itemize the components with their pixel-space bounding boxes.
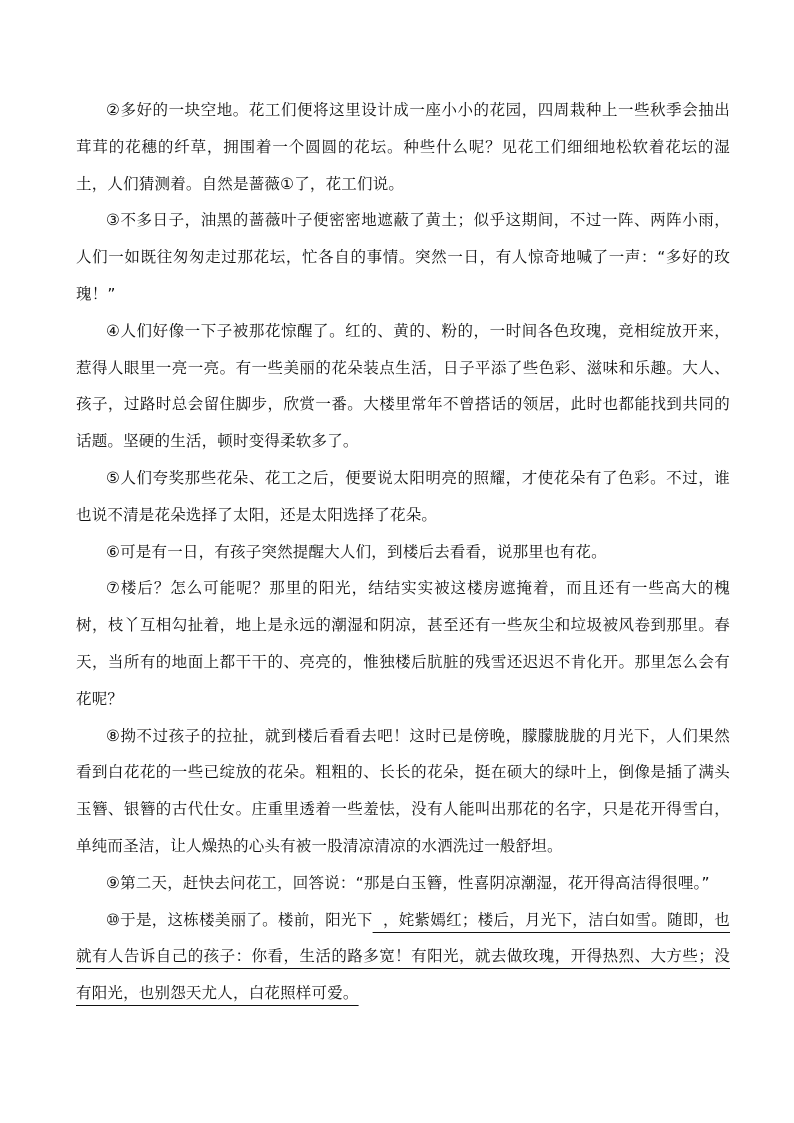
paragraph-number: ② bbox=[106, 101, 121, 119]
paragraph-3 bbox=[76, 202, 730, 312]
paragraph-text: 拗不过孩子的拉扯，就到楼后看看去吧！这时已是傍晚，朦朦胧胧的月光下，人们果然看到白花花的一些已绽放的花朵。粗粗的、长长的花朵，挺在硕大的绿叶上，倒像是插了满头玉簪、银簪的古代仕女。庄重里透着一些羞怯，没有人能叫出那花的名字，只是花开得雪白，单纯而圣洁，让人燥热的心头有被一股清凉清凉的水洒洗过一般舒坦。 bbox=[76, 726, 730, 855]
paragraph-text: 人们夸奖那些花朵、花工之后，便要说太阳明亮的照耀，才使花朵有了色彩。不过，谁也说不清是花朵选择了太阳，还是太阳选择了花朵。 bbox=[76, 468, 730, 524]
paragraph-10 bbox=[76, 902, 730, 1012]
paragraph-number: ⑥ bbox=[106, 542, 121, 561]
paragraph-text: 多好的一块空地。花工们便将这里设计成一座小小的花园，四周栽种上一些秋季会抽出茸茸的花穗的纤草，拥围着一个圆圆的花坛。种些什么呢？见花工们细细地松软着花坛的湿土，人们猜测着。自然是蔷薇①了，花工们说。 bbox=[76, 101, 730, 193]
paragraph-number: ⑦ bbox=[106, 579, 121, 598]
paragraph-text: 于是，这栋楼美丽了。楼前，阳光下 bbox=[120, 910, 373, 929]
paragraph-number: ⑧ bbox=[106, 726, 121, 745]
paragraph-text: 第二天，赶快去问花工，回答说：“那是白玉簪，性喜阴凉潮湿，花开得高洁得很哩。” bbox=[120, 873, 710, 892]
paragraph-5 bbox=[76, 460, 730, 534]
article-body bbox=[76, 92, 730, 1012]
paragraph-text: 可是有一日，有孩子突然提醒大人们，到楼后去看看，说那里也有花。 bbox=[120, 542, 607, 561]
paragraph-number: ⑤ bbox=[106, 468, 121, 487]
paragraph-text: 不多日子，油黑的蔷薇叶子便密密地遮蔽了黄土；似乎这期间，不过一阵、两阵小雨，人们一如既往匆匆走过那花坛，忙各自的事情。突然一日，有人惊奇地喊了一声：“多好的玫瑰！” bbox=[76, 211, 730, 303]
paragraph-text: 楼后？怎么可能呢？那里的阳光，结结实实被这楼房遮掩着，而且还有一些高大的槐树，枝丫互相勾扯着，地上是永远的潮湿和阴凉，甚至还有一些灰尘和垃圾被风卷到那里。春天，当所有的地面上都干干的、亮亮的，惟独楼后肮脏的残雪还迟迟不肯化开。那里怎么会有花呢？ bbox=[76, 579, 730, 708]
paragraph-number: ④ bbox=[106, 321, 121, 340]
paragraph-number: ⑩ bbox=[106, 910, 121, 929]
paragraph-6 bbox=[76, 534, 730, 571]
paragraph-text: 人们好像一下子被那花惊醒了。红的、黄的、粉的，一时间各色玫瑰，竞相绽放开来，惹得人眼里一亮一亮。有一些美丽的花朵装点生活，日子平添了些色彩、滋味和乐趣。大人、孩子，过路时总会留住脚步，欣赏一番。大楼里常年不曾搭话的领居，此时也都能找到共同的话题。坚硬的生活，顿时变得柔软多了。 bbox=[76, 321, 730, 451]
paragraph-4 bbox=[76, 313, 730, 460]
paragraph-2 bbox=[76, 92, 730, 202]
paragraph-7 bbox=[76, 570, 730, 717]
paragraph-8 bbox=[76, 718, 730, 865]
paragraph-number: ⑨ bbox=[106, 873, 121, 892]
paragraph-number: ③ bbox=[106, 211, 121, 230]
paragraph-9 bbox=[76, 865, 730, 902]
underlined-passage: ，姹紫嫣红；楼后，月光下，洁白如雪。随即，也就有人告诉自己的孩子：你看，生活的路多宽！有阳光，就去做玫瑰，开得热烈、大方些；没有阳光，也别怨天尤人，白花照样可爱。 bbox=[76, 910, 730, 1003]
